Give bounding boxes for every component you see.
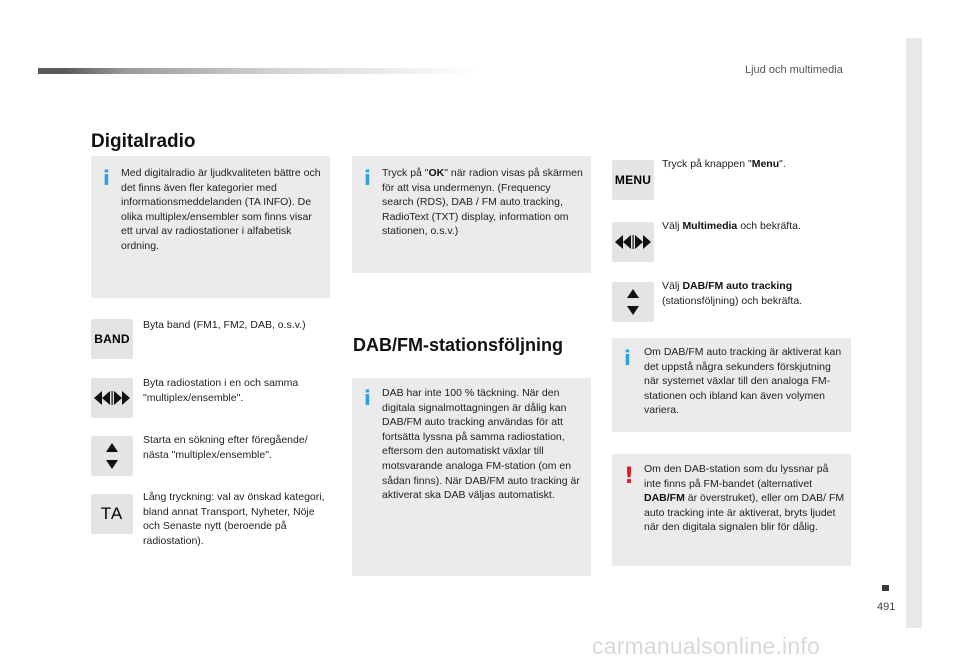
seek-key — [91, 378, 133, 418]
header-gradient-bar — [38, 68, 478, 74]
menu-key: MENU — [612, 160, 654, 200]
info-note-text: Tryck på "OK" när radion visas på skärmen för att visa undermenyn. (Frequency search (RDS), DAB / FM auto tracking, RadioText (TXT) display, information om stationen, o.s.v.) — [382, 167, 583, 238]
info-note-text: DAB har inte 100 % täckning. När den digitala signalmottagningen är dålig kan DAB/FM auto tracking användas för att fortsätta lyssna på samma radiostation, eftersom den automatiskt växlar till motsvarande analoga FM-station (om en sådan finns). När DAB/FM auto tracking är aktiverat ska DAB väljas automatiskt. — [382, 387, 580, 502]
seek-key-description: Byta radiostation i en och samma "multiplex/ensemble". — [143, 377, 299, 404]
section-title-digitalradio: Digitalradio — [91, 131, 196, 152]
multimedia-seek-key — [612, 222, 654, 262]
info-note-intro — [91, 156, 330, 298]
updown-key-description: Starta en sökning efter föregående/ nästa "multiplex/ensemble". — [143, 434, 308, 461]
info-note-shift — [612, 338, 851, 432]
multimedia-key-description: Välj Multimedia och bekräfta. — [662, 220, 801, 232]
watermark: carmanualsonline.info — [592, 633, 820, 659]
warning-icon: ! — [624, 464, 635, 489]
seek-left-right-icon — [93, 390, 131, 406]
info-icon: i — [364, 166, 371, 190]
info-icon: i — [624, 346, 631, 370]
tracking-key-description: Välj DAB/FM auto tracking (stationsföljning) och bekräfta. — [662, 280, 803, 307]
tracking-updown-key — [612, 282, 654, 322]
info-note-coverage — [352, 378, 591, 576]
info-note-ok — [352, 156, 591, 273]
section-label: Ljud och multimedia — [745, 64, 843, 76]
ta-key-description: Lång tryckning: val av önskad kategori, bland annat Transport, Nyheter, Nöje och Senaste nytt (beroende på radiostation). — [143, 491, 325, 547]
menu-key-description: Tryck på knappen "Menu". — [662, 158, 786, 170]
info-icon: i — [103, 166, 110, 190]
updown-key — [91, 436, 133, 476]
seek-left-right-icon — [614, 234, 652, 250]
band-key: BAND — [91, 319, 133, 359]
page-number: 491 — [877, 601, 896, 613]
ta-key: TA — [91, 494, 133, 534]
up-down-arrows-icon — [626, 287, 640, 317]
side-tab-strip — [906, 38, 922, 628]
section-title-dab-fm: DAB/FM-stationsföljning — [353, 335, 563, 355]
info-note-text: Med digitalradio är ljudkvaliteten bättre och det finns även fler kategorier med informationsmeddelanden (TA INFO). De olika multiplex/ensembler som finns visar ett urval av radiostationer i alfabetisk ordning. — [121, 167, 321, 252]
band-key-description: Byta band (FM1, FM2, DAB, o.s.v.) — [143, 319, 306, 331]
warning-note-text: Om den DAB-station som du lyssnar på inte finns på FM-bandet (alternativet DAB/FM är överstruket), eller om DAB/ FM auto tracking inte är aktiverat, bryts ljudet när den digitala signalen blir för dålig. — [644, 463, 845, 534]
info-icon: i — [364, 386, 371, 410]
warning-note — [612, 454, 851, 566]
info-note-text: Om DAB/FM auto tracking är aktiverat kan det uppstå några sekunders förskjutning när systemet växlar till den analoga FM-stationen och ibland kan även volymen variera. — [644, 346, 842, 417]
page-marker — [882, 585, 889, 591]
up-down-arrows-icon — [105, 441, 119, 471]
